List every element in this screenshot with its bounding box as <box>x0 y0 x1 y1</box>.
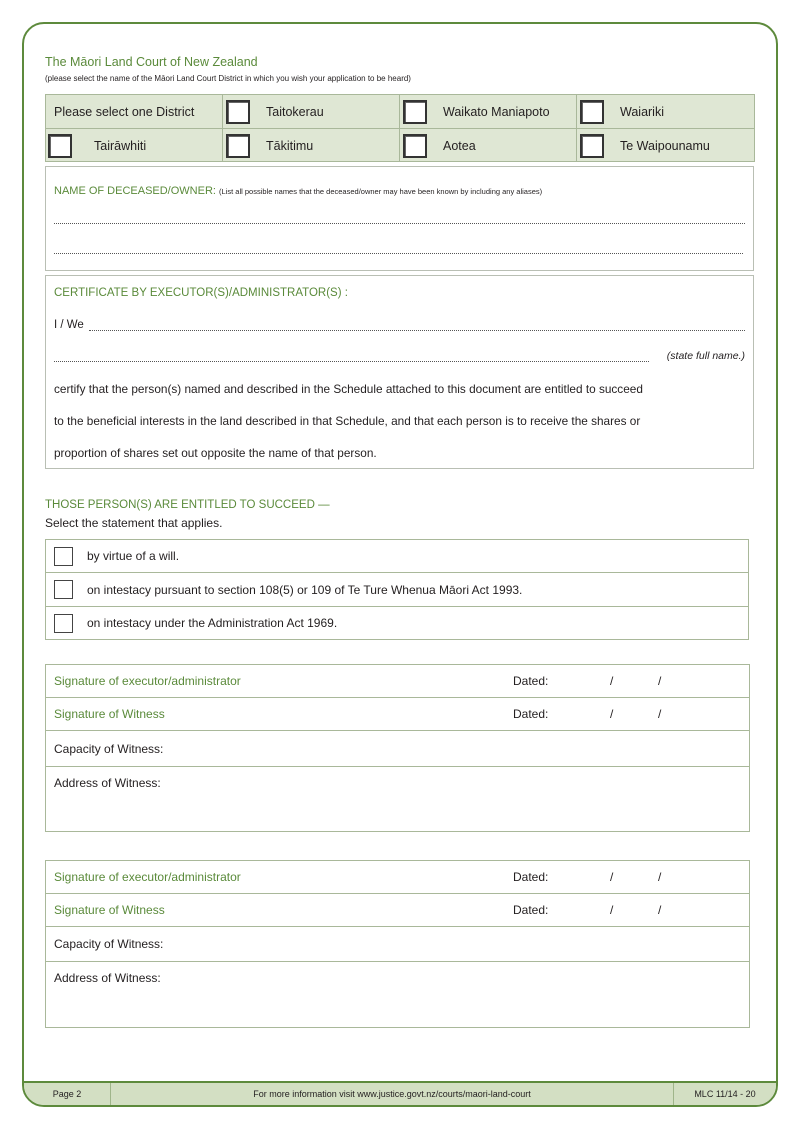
footer-page-number: Page 2 <box>24 1083 111 1105</box>
district-option-waiariki[interactable] <box>577 95 754 129</box>
court-subtitle: (please select the name of the Māori Land Court District in which you wish your application to be heard) <box>45 74 411 83</box>
dated-label: Dated: <box>513 707 549 721</box>
checkbox[interactable] <box>54 580 73 599</box>
witness-address-label: Address of Witness: <box>54 971 161 985</box>
checkbox[interactable] <box>580 100 604 124</box>
certificate-body-line-3: proportion of shares set out opposite the name of that person. <box>54 446 377 460</box>
district-label: Aotea <box>443 138 476 153</box>
deceased-name-title: NAME OF DECEASED/OWNER: <box>54 185 216 197</box>
district-label: Tairāwhiti <box>94 138 147 153</box>
witness-signature-row[interactable] <box>46 698 749 731</box>
executor-signature-label: Signature of executor/administrator <box>54 870 241 884</box>
witness-address-row[interactable] <box>46 962 749 1027</box>
checkbox[interactable] <box>54 547 73 566</box>
district-option-aotea[interactable] <box>400 129 577 162</box>
district-label: Taitokerau <box>266 104 324 119</box>
footer-form-code: MLC 11/14 - 20 <box>694 1089 756 1099</box>
deceased-name-line-2[interactable] <box>54 253 743 254</box>
deceased-name-line-1[interactable] <box>54 223 745 224</box>
witness-capacity-row[interactable] <box>46 927 749 962</box>
checkbox[interactable] <box>403 100 427 124</box>
checkbox[interactable] <box>226 134 250 158</box>
succeed-title: THOSE PERSON(S) ARE ENTITLED TO SUCCEED — <box>45 499 330 511</box>
district-label: Waikato Maniapoto <box>443 104 550 119</box>
witness-signature-label: Signature of Witness <box>54 707 165 721</box>
dated-label: Dated: <box>513 674 549 688</box>
certificate-section <box>45 275 754 469</box>
witness-capacity-row[interactable] <box>46 731 749 767</box>
date-separator: / <box>658 707 662 721</box>
certificate-name-line-2[interactable] <box>54 361 649 362</box>
executor-signature-label: Signature of executor/administrator <box>54 674 241 688</box>
date-separator: / <box>658 870 662 884</box>
option-label: by virtue of a will. <box>87 549 180 564</box>
date-separator: / <box>610 707 614 721</box>
executor-signature-row[interactable] <box>46 861 749 894</box>
court-title: The Māori Land Court of New Zealand <box>45 55 258 69</box>
certificate-body-line-2: to the beneficial interests in the land described in that Schedule, and that each person is to receive the shares or <box>54 414 641 428</box>
certificate-title: CERTIFICATE BY EXECUTOR(S)/ADMINISTRATOR(S) : <box>54 287 348 299</box>
district-label: Tākitimu <box>266 138 314 153</box>
deceased-name-hint: (List all possible names that the deceased/owner may have been known by including any aliases) <box>219 187 543 196</box>
date-separator: / <box>610 870 614 884</box>
option-intestacy-te-ture-whenua[interactable] <box>46 573 748 606</box>
date-separator: / <box>610 674 614 688</box>
date-separator: / <box>610 903 614 917</box>
option-intestacy-administration-act[interactable] <box>46 607 748 640</box>
witness-signature-label: Signature of Witness <box>54 903 165 917</box>
witness-signature-row[interactable] <box>46 894 749 927</box>
option-label: on intestacy under the Administration Act 1969. <box>87 616 338 631</box>
witness-address-row[interactable] <box>46 767 749 831</box>
option-will[interactable] <box>46 540 748 573</box>
checkbox[interactable] <box>226 100 250 124</box>
district-option-te-waipounamu[interactable] <box>577 129 754 162</box>
deceased-name-section <box>45 166 754 271</box>
succeed-options <box>45 539 749 640</box>
dated-label: Dated: <box>513 903 549 917</box>
district-option-taitokerau[interactable] <box>223 95 400 129</box>
date-separator: / <box>658 903 662 917</box>
checkbox[interactable] <box>48 134 72 158</box>
date-separator: / <box>658 674 662 688</box>
certificate-iwe-label: I / We <box>54 319 84 331</box>
checkbox[interactable] <box>54 614 73 633</box>
district-label: Waiariki <box>620 104 664 119</box>
executor-signature-row[interactable] <box>46 665 749 698</box>
district-prompt-label: Please select one District <box>54 104 195 119</box>
deceased-name-heading <box>54 185 542 197</box>
district-option-waikato-maniapoto[interactable] <box>400 95 577 129</box>
witness-address-label: Address of Witness: <box>54 776 161 790</box>
district-selector <box>45 94 755 162</box>
page-footer <box>24 1081 776 1105</box>
checkbox[interactable] <box>403 134 427 158</box>
certificate-name-line-1[interactable] <box>89 330 745 331</box>
checkbox[interactable] <box>580 134 604 158</box>
district-prompt <box>46 95 223 129</box>
witness-capacity-label: Capacity of Witness: <box>54 742 164 756</box>
district-option-tairawhiti[interactable] <box>46 129 223 162</box>
signature-block-1 <box>45 664 750 832</box>
dated-label: Dated: <box>513 870 549 884</box>
option-label: on intestacy pursuant to section 108(5) or 109 of Te Ture Whenua Māori Act 1993. <box>87 582 523 597</box>
district-label: Te Waipounamu <box>620 138 710 153</box>
witness-capacity-label: Capacity of Witness: <box>54 937 164 951</box>
footer-info: For more information visit www.justice.govt.nz/courts/maori-land-court <box>111 1083 674 1105</box>
district-option-takitimu[interactable] <box>223 129 400 162</box>
certificate-state-hint: (state full name.) <box>666 350 745 362</box>
succeed-subtitle: Select the statement that applies. <box>45 516 223 530</box>
signature-block-2 <box>45 860 750 1028</box>
certificate-body-line-1: certify that the person(s) named and described in the Schedule attached to this document are entitled to succeed <box>54 382 643 396</box>
